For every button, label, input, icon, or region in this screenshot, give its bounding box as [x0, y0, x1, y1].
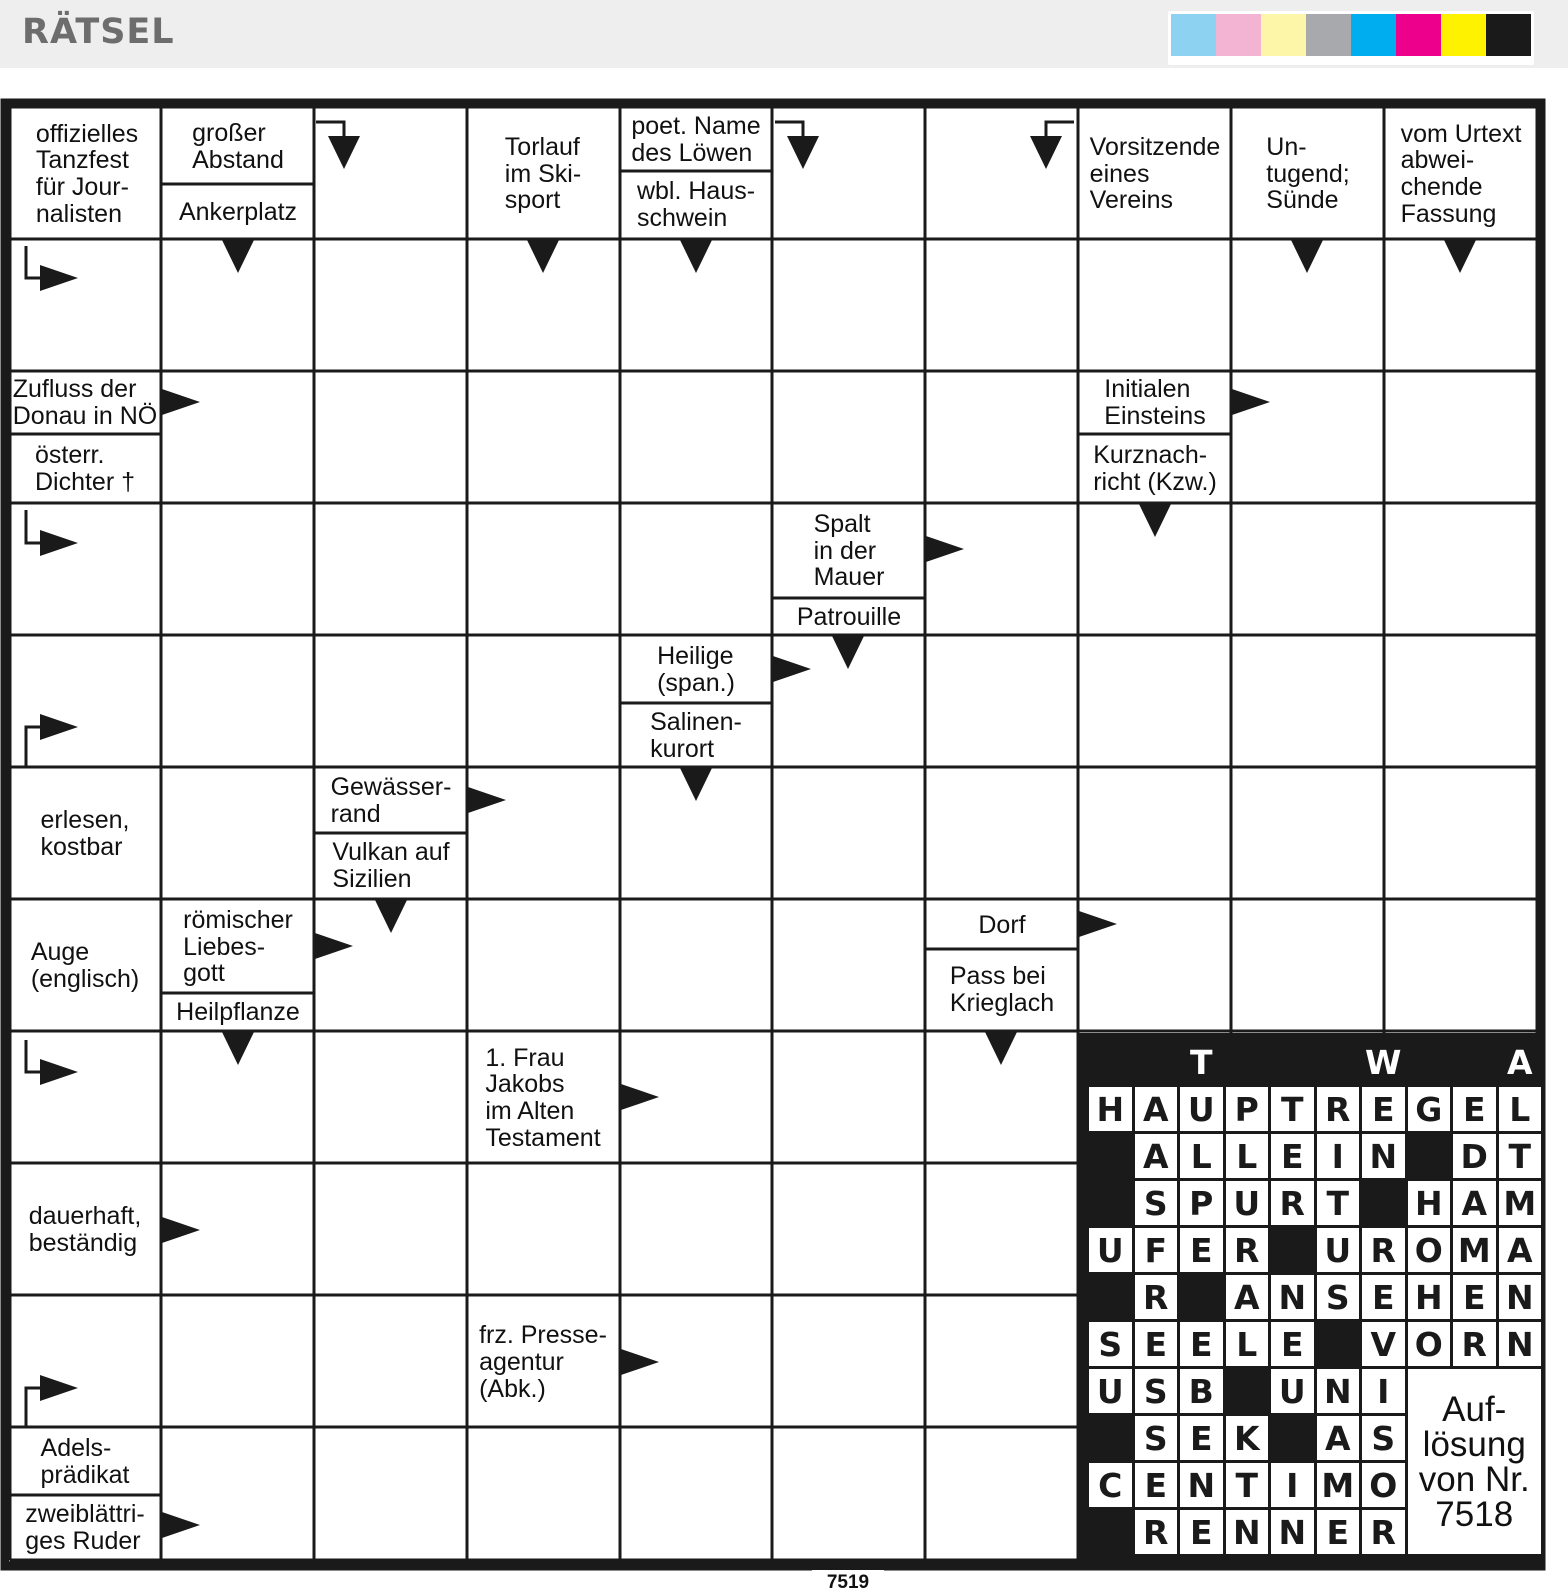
solution-letter-cell: H	[1408, 1181, 1451, 1225]
solution-letter-cell: P	[1226, 1087, 1269, 1131]
solution-letter-cell: B	[1180, 1369, 1223, 1413]
solution-letter-cell: N	[1317, 1369, 1360, 1413]
clue-vorsitzende: Vorsitzende eines Vereins	[1089, 132, 1221, 215]
solution-letter-cell: E	[1453, 1087, 1496, 1131]
arrow-down-icon	[222, 240, 254, 273]
solution-caption: Auf- lösung von Nr. 7518	[1408, 1369, 1542, 1554]
clue-heilige-span: Heilige (span.)	[657, 642, 735, 697]
clue-erlesen: erlesen, kostbar	[40, 806, 130, 861]
clue-erste-frau-jakobs: 1. Frau Jakobs im Alten Testament	[485, 1043, 601, 1152]
solution-letter-cell: M	[1453, 1228, 1496, 1272]
clue-salinenkurort: Salinen- kurort	[650, 708, 742, 763]
arrow-right-icon	[621, 1084, 659, 1110]
solution-letter-cell: E	[1180, 1322, 1223, 1366]
solution-letter-cell: S	[1135, 1181, 1178, 1225]
arrow-down-icon	[1139, 504, 1171, 537]
solution-letter-cell: G	[1408, 1087, 1451, 1131]
solution-letter-cell: A	[1135, 1087, 1178, 1131]
clue-zweiblaettriges-ruder: zweiblättri- ges Ruder	[25, 1500, 145, 1555]
arrow-down-icon	[1030, 136, 1062, 169]
solution-letter-cell: N	[1362, 1134, 1405, 1178]
solution-letter-cell: U	[1089, 1369, 1132, 1413]
solution-letter-cell: S	[1135, 1369, 1178, 1413]
solution-letter-cell: E	[1453, 1275, 1496, 1319]
solution-letter-cell: R	[1135, 1275, 1178, 1319]
solution-letter-cell: I	[1362, 1369, 1405, 1413]
solution-letter-cell: E	[1135, 1463, 1178, 1507]
section-title: RÄTSEL	[22, 12, 175, 52]
solution-letter-cell: K	[1226, 1416, 1269, 1460]
solution-letter-cell: L	[1226, 1134, 1269, 1178]
arrow-bend-down-icon	[316, 122, 344, 138]
clue-kurznachricht: Kurznach- richt (Kzw.)	[1093, 441, 1217, 496]
arrow-down-icon	[527, 240, 559, 273]
solution-letter-cell: M	[1499, 1181, 1542, 1225]
solution-letter-cell: R	[1362, 1228, 1405, 1272]
solution-letter-cell: S	[1089, 1322, 1132, 1366]
solution-letter-cell: D	[1453, 1134, 1496, 1178]
solution-letter-cell: E	[1180, 1416, 1223, 1460]
solution-letter-cell: A	[1499, 1228, 1542, 1272]
solution-letter-cell: R	[1362, 1510, 1405, 1554]
arrow-bend-right-icon	[26, 727, 42, 766]
arrow-right-icon	[315, 933, 353, 959]
solution-letter-cell: N	[1226, 1510, 1269, 1554]
arrow-down-icon	[680, 768, 712, 801]
arrow-bend-down-icon	[1046, 122, 1074, 138]
clue-untugend: Un- tugend; Sünde	[1266, 132, 1350, 215]
solution-letter-cell: U	[1226, 1181, 1269, 1225]
clue-auge-englisch: Auge (englisch)	[30, 938, 140, 993]
solution-letter-cell: O	[1408, 1228, 1451, 1272]
solution-letter-cell: L	[1180, 1134, 1223, 1178]
arrow-right-icon	[40, 1375, 78, 1401]
clue-wbl-hausschwein: wbl. Haus- schwein	[636, 177, 756, 232]
arrow-down-icon	[1444, 240, 1476, 273]
arrow-down-icon	[985, 1032, 1017, 1065]
clue-frz-presseagentur: frz. Presse- agentur (Abk.)	[479, 1321, 607, 1403]
clue-oesterr-dichter: österr. Dichter †	[34, 441, 136, 496]
solution-letter-cell: E	[1362, 1275, 1405, 1319]
arrow-right-icon	[162, 1512, 200, 1538]
clue-zufluss-donau: Zufluss der Donau in NÖ	[12, 375, 158, 430]
solution-letter-cell: N	[1180, 1463, 1223, 1507]
solution-letter-cell: U	[1317, 1228, 1360, 1272]
solution-letter-cell: A	[1317, 1416, 1360, 1460]
clue-offizielles-tanzfest: offizielles Tanzfest für Jour- nalisten	[35, 119, 139, 228]
solution-letter-cell: C	[1089, 1463, 1132, 1507]
arrow-right-icon	[40, 714, 78, 740]
solution-letter-cell: A	[1135, 1134, 1178, 1178]
solution-letter-cell: I	[1271, 1463, 1314, 1507]
clue-roemischer-liebesgott: römischer Liebes- gott	[183, 905, 293, 988]
solution-letter-cell: T	[1271, 1087, 1314, 1131]
arrow-bend-right-icon	[26, 246, 42, 278]
arrow-right-icon	[1232, 389, 1270, 415]
solution-letter-cell: S	[1317, 1275, 1360, 1319]
arrow-down-icon	[375, 900, 407, 933]
solution-letter-cell: E	[1271, 1322, 1314, 1366]
clue-pass-krieglach: Pass bei Krieglach	[949, 962, 1055, 1017]
solution-letter-cell: E	[1135, 1322, 1178, 1366]
solution-letter-cell: T	[1189, 1042, 1213, 1082]
arrow-right-icon	[162, 1217, 200, 1243]
arrow-down-icon	[1291, 240, 1323, 273]
solution-letter-cell: U	[1180, 1087, 1223, 1131]
clue-initialen-einsteins: Initialen Einsteins	[1104, 375, 1206, 430]
arrow-right-icon	[40, 530, 78, 556]
solution-letter-cell: O	[1408, 1322, 1451, 1366]
arrow-right-icon	[40, 265, 78, 291]
solution-letter-cell: R	[1453, 1322, 1496, 1366]
solution-letter-cell: L	[1499, 1087, 1542, 1131]
solution-letter-cell: T	[1226, 1463, 1269, 1507]
solution-letter-cell: N	[1499, 1275, 1542, 1319]
clue-gewaesserrand: Gewässer- rand	[330, 773, 452, 828]
solution-letter-cell: F	[1135, 1228, 1178, 1272]
puzzle-number: 7519	[812, 1570, 884, 1588]
solution-letter-cell: R	[1226, 1228, 1269, 1272]
arrow-right-icon	[468, 787, 506, 813]
solution-letter-cell: N	[1499, 1322, 1542, 1366]
solution-letter-cell: R	[1271, 1181, 1314, 1225]
arrow-down-icon	[832, 636, 864, 669]
arrow-bend-down-icon	[775, 122, 803, 138]
solution-letter-cell: U	[1271, 1369, 1314, 1413]
clue-vulkan-sizilien: Vulkan auf Sizilien	[332, 838, 450, 893]
previous-solution-panel	[1079, 1033, 1539, 1563]
arrow-down-icon	[787, 136, 819, 169]
arrow-right-icon	[1079, 911, 1117, 937]
arrow-right-icon	[40, 1059, 78, 1085]
arrow-bend-right-icon	[26, 1388, 42, 1426]
clue-heilpflanze: Heilpflanze	[176, 997, 300, 1026]
solution-letter-cell: S	[1135, 1416, 1178, 1460]
clue-spalt-mauer: Spalt in der Mauer	[813, 509, 885, 592]
solution-letter-cell: U	[1089, 1228, 1132, 1272]
solution-letter-cell: A	[1226, 1275, 1269, 1319]
solution-letter-cell: E	[1362, 1087, 1405, 1131]
solution-letter-cell: R	[1135, 1510, 1178, 1554]
solution-letter-cell: N	[1271, 1510, 1314, 1554]
solution-letter-cell: O	[1362, 1463, 1405, 1507]
arrow-right-icon	[621, 1349, 659, 1375]
clue-dorf: Dorf	[978, 910, 1026, 939]
clue-ankerplatz: Ankerplatz	[178, 197, 298, 226]
solution-letter-cell: E	[1271, 1134, 1314, 1178]
solution-letter-cell: A	[1506, 1042, 1533, 1082]
solution-letter-cell: M	[1317, 1463, 1360, 1507]
arrow-down-icon	[222, 1032, 254, 1065]
solution-letter-cell: I	[1317, 1134, 1360, 1178]
solution-letter-cell: N	[1271, 1275, 1314, 1319]
solution-letter-cell: E	[1317, 1510, 1360, 1554]
solution-letter-cell: L	[1226, 1322, 1269, 1366]
solution-letter-cell: E	[1180, 1510, 1223, 1554]
clue-vom-urtext: vom Urtext abwei- chende Fassung	[1400, 119, 1522, 228]
arrow-down-icon	[680, 240, 712, 273]
clue-dauerhaft: dauerhaft, beständig	[28, 1202, 142, 1257]
solution-letter-cell: P	[1180, 1181, 1223, 1225]
clue-adelspraedikat: Adels- prädikat	[40, 1434, 130, 1489]
clue-poet-name-loewen: poet. Name des Löwen	[631, 112, 761, 167]
solution-letter-cell: E	[1180, 1228, 1223, 1272]
solution-letter-cell: S	[1362, 1416, 1405, 1460]
clue-patrouille: Patrouille	[796, 602, 902, 631]
arrow-right-icon	[926, 536, 964, 562]
solution-letter-cell: A	[1453, 1181, 1496, 1225]
solution-letter-cell: H	[1408, 1275, 1451, 1319]
solution-letter-cell: T	[1499, 1134, 1542, 1178]
solution-letter-cell: T	[1317, 1181, 1360, 1225]
solution-letter-cell: V	[1362, 1322, 1405, 1366]
arrow-down-icon	[328, 136, 360, 169]
arrow-bend-right-icon	[26, 510, 42, 543]
arrow-right-icon	[162, 389, 200, 415]
clue-torlauf: Torlauf im Ski- sport	[504, 132, 582, 215]
solution-letter-cell: R	[1317, 1087, 1360, 1131]
solution-letter-cell: H	[1089, 1087, 1132, 1131]
solution-letter-cell: W	[1365, 1042, 1402, 1082]
arrow-right-icon	[773, 656, 811, 682]
clue-grosser-abstand: großer Abstand	[192, 119, 284, 174]
arrow-bend-right-icon	[26, 1040, 42, 1072]
